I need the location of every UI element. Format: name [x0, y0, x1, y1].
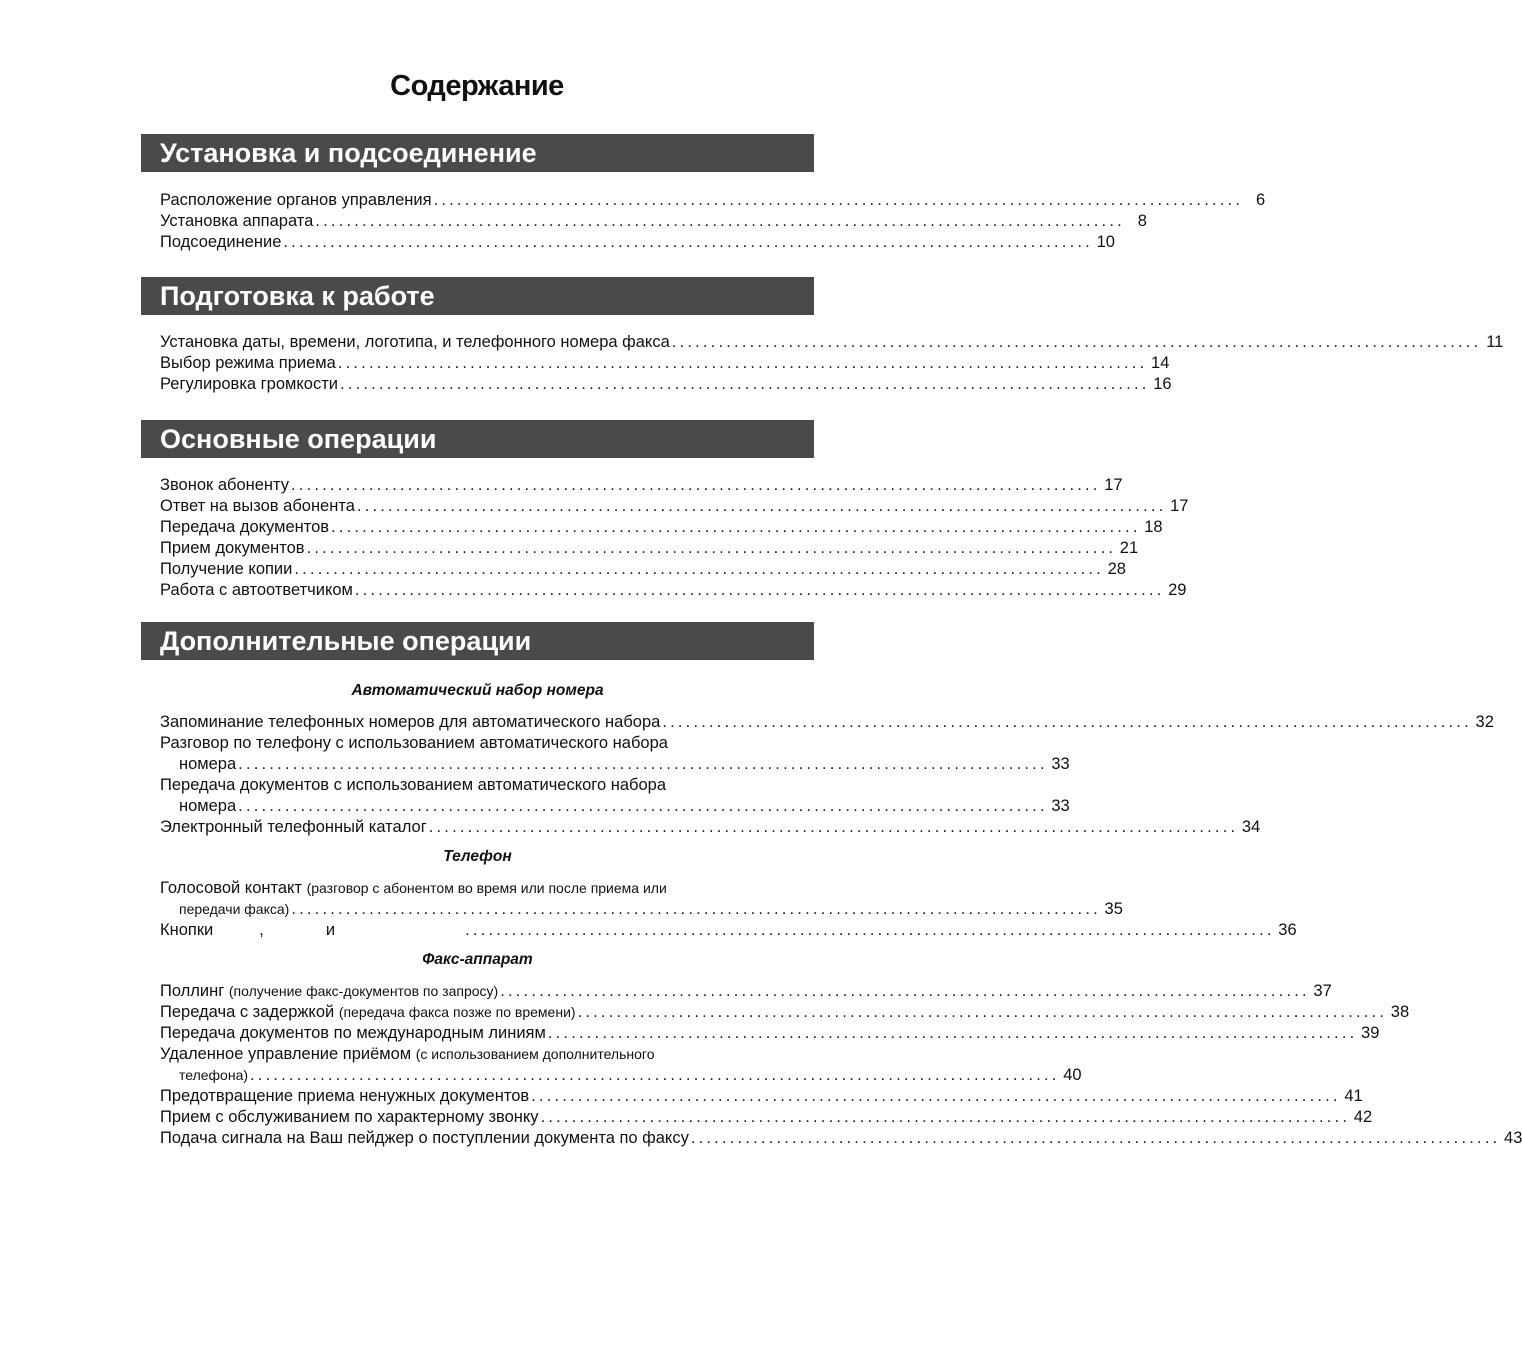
toc-entry[interactable]: Прием документов ........................................................................................................ 21 — [160, 539, 1139, 557]
toc-entry[interactable]: Кнопки , и ........................................................................................................ 36 — [160, 921, 1297, 939]
toc-entry[interactable]: передачи факса) ........................................................................................................ 35 — [179, 900, 1123, 918]
toc-entry[interactable]: Получение копии ........................................................................................................ 28 — [160, 560, 1126, 578]
toc-entry[interactable]: Поллинг (получение факс-документов по запросу) ........................................................................................................ 37 — [160, 982, 1332, 1000]
toc-entry[interactable]: Передача документов по международным линиям ........................................................................................................ 39 — [160, 1024, 1380, 1042]
page-title: Содержание — [390, 70, 564, 102]
section-installation — [141, 134, 1266, 253]
toc-entry[interactable]: Электронный телефонный каталог ........................................................................................................ 34 — [160, 818, 1261, 836]
toc-entry[interactable]: Прием с обслуживанием по характерному звонку ........................................................................................................ 42 — [160, 1108, 1373, 1126]
section-preparation — [141, 277, 1504, 395]
toc-entry[interactable]: Звонок абоненту ........................................................................................................ 17 — [160, 476, 1123, 494]
toc-entry[interactable]: номера ........................................................................................................ 33 — [179, 797, 1070, 815]
toc-entry[interactable]: номера ........................................................................................................ 33 — [179, 755, 1070, 773]
toc-entry[interactable]: Подача сигнала на Ваш пейджер о поступлении документа по факсу ........................................................................................................ 43 — [160, 1129, 1522, 1147]
toc-entry[interactable]: Выбор режима приема ........................................................................................................ 14 — [160, 354, 1170, 372]
toc-entry[interactable]: Расположение органов управления ........................................................................................................ 6 — [160, 191, 1266, 209]
toc-entry-line[interactable]: Разговор по телефону с использованием автоматического набора — [160, 734, 668, 752]
section-heading: Установка и подсоединение — [141, 134, 814, 172]
section-basic-operations — [141, 420, 1189, 601]
toc-entry[interactable]: Предотвращение приема ненужных документов ........................................................................................................ 41 — [160, 1087, 1363, 1105]
section-additional-operations — [141, 622, 1522, 1149]
subsection-heading: Факс-аппарат — [422, 951, 533, 968]
toc-entry[interactable]: Установка аппарата ........................................................................................................ 8 — [160, 212, 1147, 230]
toc-entry[interactable]: Ответ на вызов абонента ........................................................................................................ 17 — [160, 497, 1189, 515]
toc-entry-line[interactable]: Удаленное управление приёмом (с использованием дополнительного — [160, 1045, 655, 1063]
toc-entry[interactable]: Регулировка громкости ........................................................................................................ 16 — [160, 375, 1172, 393]
section-heading: Дополнительные операции — [141, 622, 814, 660]
toc-entry[interactable]: Подсоединение ........................................................................................................ 10 — [160, 233, 1115, 251]
section-heading: Подготовка к работе — [141, 277, 814, 315]
subsection-heading: Телефон — [443, 848, 512, 865]
toc-entry[interactable]: Запоминание телефонных номеров для автоматического набора ........................................................................................................ 32 — [160, 713, 1494, 731]
toc-entry[interactable]: Установка даты, времени, логотипа, и телефонного номера факса ........................................................................................................ 11 — [160, 333, 1504, 351]
toc-entry[interactable]: телефона) ........................................................................................................ 40 — [179, 1066, 1082, 1084]
toc-entry[interactable]: Передача документов ........................................................................................................ 18 — [160, 518, 1163, 536]
toc-entry-line[interactable]: Передача документов с использованием автоматического набора — [160, 776, 666, 794]
toc-entry[interactable]: Передача с задержкой (передача факса позже по времени) ........................................................................................................ 38 — [160, 1003, 1410, 1021]
toc-entry[interactable]: Работа с автоответчиком ........................................................................................................ 29 — [160, 581, 1187, 599]
toc-entry-line[interactable]: Голосовой контакт (разговор с абонентом во время или после приема или — [160, 879, 667, 897]
section-heading: Основные операции — [141, 420, 814, 458]
subsection-heading: Автоматический набор номера — [351, 682, 604, 699]
